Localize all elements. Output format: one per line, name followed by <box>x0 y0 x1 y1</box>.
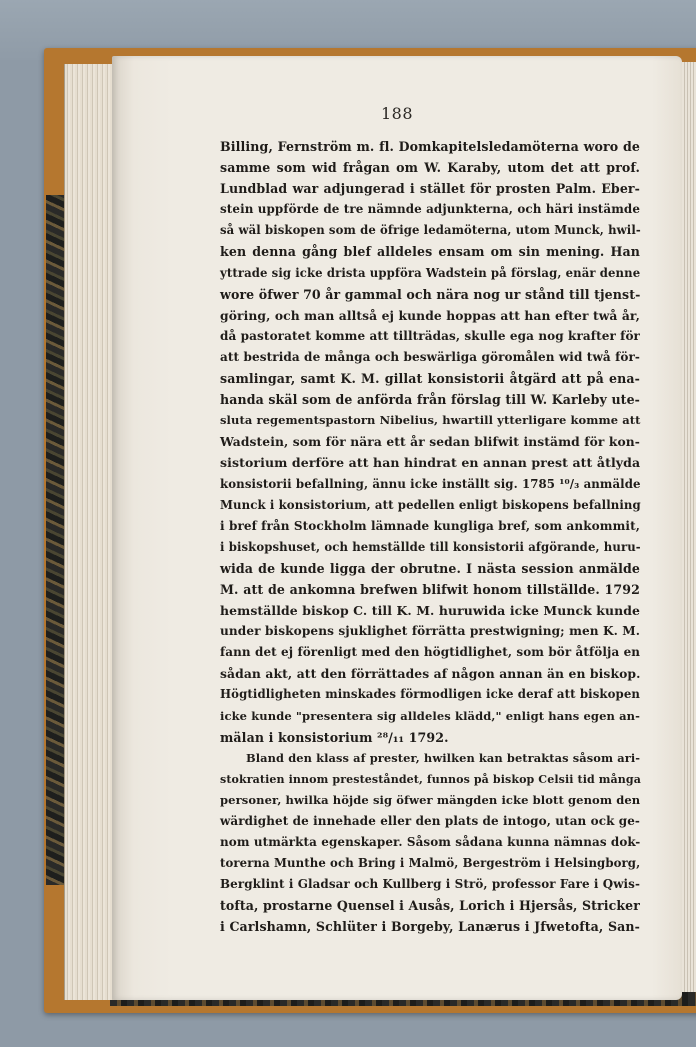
text-line: yttrade sig icke drista uppföra Wadstein på förslag, enär denne <box>220 265 641 280</box>
text-line: ken denna gång blef alldeles ensam om sin mening. Han <box>220 244 640 260</box>
text-line: sluta regementspastorn Nibelius, hwartill ytterligare komme att <box>220 413 641 428</box>
text-line: i biskopshuset, och hemställde till konsistorii afgörande, huru- <box>220 539 641 554</box>
text-line: torerna Munthe och Bring i Malmö, Bergeström i Helsingborg, <box>220 856 641 871</box>
text-line: fann det ej förenligt med den högtidlighet, som bör åtfölja en <box>220 645 641 660</box>
text-line: göring, och man alltså ej kunde hoppas att han efter twå år, <box>220 307 640 323</box>
marbled-spine <box>46 195 64 885</box>
text-line: konsistorii befallning, ännu icke inställt sig. 1785 ¹⁰/₃ anmälde <box>220 476 641 491</box>
page-number: 188 <box>380 104 414 123</box>
book-page <box>112 56 682 1000</box>
text-line: wärdighet de innehade eller den plats de intogo, utan ock ge- <box>220 814 640 828</box>
text-line: i bref från Stockholm lämnade kungliga bref, som ankommit, <box>220 518 640 533</box>
text-line: stokratien innom presteståndet, funnos på biskop Celsii tid många <box>220 772 642 786</box>
text-line: Högtidligheten minskades förmodligen icke deraf att biskopen <box>220 687 640 702</box>
text-line: Munck i konsistorium, att pedellen enligt biskopens befallning <box>220 497 641 512</box>
text-line: stein uppförde de tre nämnde adjunkterna, och häri instämde <box>220 202 640 217</box>
body-text <box>220 136 640 938</box>
text-line: wida de kunde ligga der obrutne. I nästa session anmälde <box>220 560 640 576</box>
text-line: under biskopens sjuklighet förrätta prestwigning; men K. M. <box>220 624 641 639</box>
text-line: så wäl biskopen som de öfrige ledamöterna, utom Munck, hwil- <box>220 223 641 238</box>
text-line: sistorium derföre att han hindrat en annan prest att åtlyda <box>220 455 641 471</box>
text-line: Bergklint i Gladsar och Kullberg i Strö, professor Fare i Qwis- <box>220 877 641 892</box>
text-line: i Carlshamn, Schlüter i Borgeby, Lanærus i Jfwetofta, San- <box>220 919 640 935</box>
text-line: nom utmärkta egenskaper. Såsom sådana kunna nämnas dok- <box>220 835 641 850</box>
text-line: tofta, prostarne Quensel i Ausås, Lorich i Hjersås, Stricker <box>220 898 640 914</box>
text-line: hemställde biskop C. till K. M. huruwida icke Munck kunde <box>220 603 640 619</box>
text-line: samme som wid frågan om W. Karaby, utom det att prof. <box>220 160 640 176</box>
text-line: icke kunde "presentera sig alldeles klädd," enligt hans egen an- <box>220 708 640 723</box>
text-line: M. att de ankomna brefwen blifwit honom tillställde. 1792 <box>220 581 640 597</box>
text-line: Wadstein, som för nära ett år sedan blifwit instämd för kon- <box>220 434 640 450</box>
text-line: Billing, Fernström m. fl. Domkapitelsledamöterna woro de <box>220 139 640 154</box>
text-line: då pastoratet komme att tillträdas, skulle ega nog krafter för <box>220 328 640 343</box>
text-line: handa skäl som de anförda från förslag till W. Karleby ute- <box>220 392 640 408</box>
page-stack-left <box>64 64 117 1000</box>
text-line: wore öfwer 70 år gammal och nära nog ur stånd till tjenst- <box>220 286 641 302</box>
text-line: sådan akt, att den förrättades af någon annan än en biskop. <box>220 666 641 682</box>
text-line: Lundblad war adjungerad i stället för prosten Palm. Eber- <box>220 181 640 197</box>
text-line: samlingar, samt K. M. gillat konsistorii åtgärd att på ena- <box>220 371 640 387</box>
text-line: personer, hwilka höjde sig öfwer mängden icke blott genom den <box>220 792 641 807</box>
text-line: att bestrida de många och beswärliga göromålen wid twå för- <box>220 349 640 364</box>
paragraph-start-line: Bland den klass af prester, hwilken kan betraktas såsom ari- <box>246 750 641 765</box>
paragraph-end-line: mälan i konsistorium ²⁸/₁₁ 1792. <box>220 729 449 745</box>
